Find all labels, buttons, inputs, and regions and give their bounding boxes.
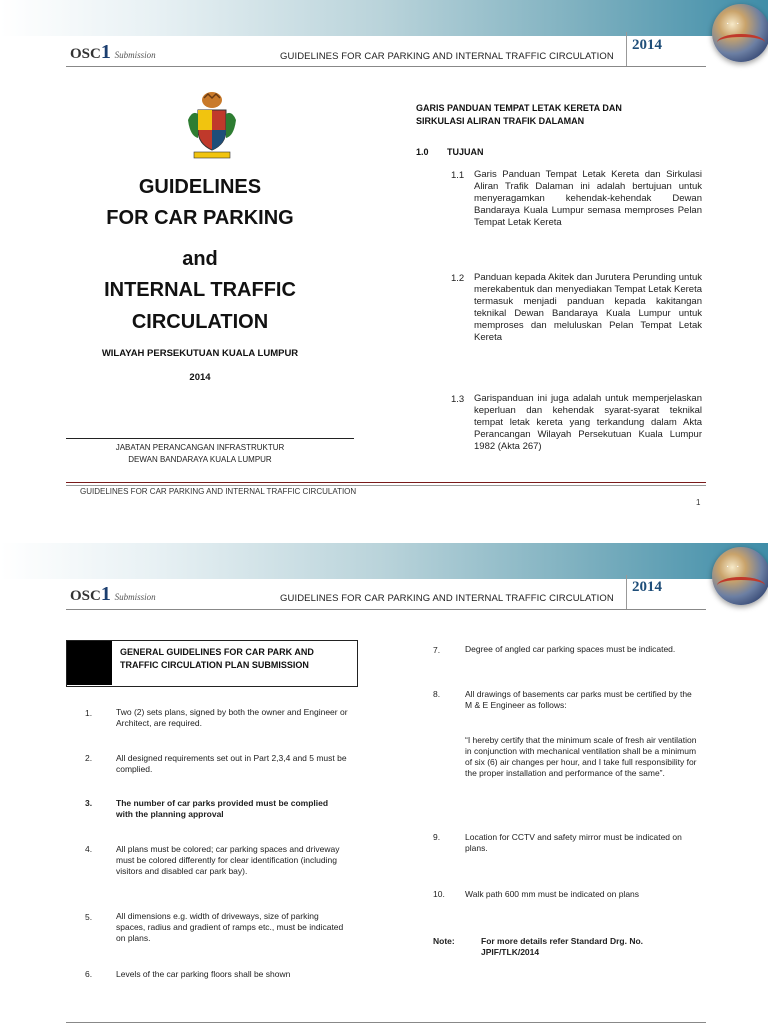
guidelines-heading-line-2: TRAFFIC CIRCULATION PLAN SUBMISSION bbox=[120, 660, 309, 670]
item-number: 1.3 bbox=[451, 394, 465, 405]
item-number: 2. bbox=[85, 753, 93, 763]
note-text: For more details refer Standard Drg. No. JPIF/TLK/2014 bbox=[481, 936, 644, 957]
title-and: and bbox=[182, 248, 218, 270]
section-title: TUJUAN bbox=[447, 147, 484, 157]
page1-footer: GUIDELINES FOR CAR PARKING AND INTERNAL TRAFFIC CIRCULATION bbox=[80, 487, 357, 496]
note-label: Note: bbox=[433, 936, 455, 946]
item-text: Location for CCTV and safety mirror must be indicated on plans. bbox=[465, 832, 682, 853]
header-year: 2014 bbox=[632, 579, 662, 595]
page1-header-banner bbox=[0, 0, 768, 36]
item-number: 1.1 bbox=[451, 170, 465, 181]
item-number: 1. bbox=[85, 708, 93, 718]
subtitle: WILAYAH PERSEKUTUAN KUALA LUMPUR bbox=[101, 348, 299, 359]
item-text: Garis Panduan Tempat Letak Kereta dan Sirkulasi Aliran Trafik Dalaman ini adalah bertujuan untuk menyeragamkan kehendak-kehendak Dewan Bandaraya Kuala Lumpur semasa memproses Pelan Tempat Letak Kereta bbox=[474, 169, 702, 228]
item-text: Garispanduan ini juga adalah untuk memperjelaskan keperluan dan kehendak syarat-syarat teknikal tempat letak kereta yang terkandung dalam Akta Perancangan Wilayah Persekutuan Kuala Lumpur 1982 (Akta 267) bbox=[474, 393, 702, 452]
item-number: 3. bbox=[85, 798, 93, 808]
item-text: All plans must be colored; car parking spaces and driveway must be colored differently for clear identification (including visitors and disabled car park bay). bbox=[116, 844, 340, 876]
item-number: 5. bbox=[85, 912, 93, 922]
subtitle-year: 2014 bbox=[189, 372, 211, 383]
osc-logo: OSC1 Submission bbox=[70, 583, 156, 605]
item-number: 9. bbox=[433, 832, 441, 842]
title-line-2: FOR CAR PARKING bbox=[106, 207, 294, 229]
globe-icon: · · bbox=[712, 4, 768, 62]
item-number: 7. bbox=[433, 645, 441, 655]
item-text: Walk path 600 mm must be indicated on plans bbox=[465, 889, 640, 899]
header-title: GUIDELINES FOR CAR PARKING AND INTERNAL TRAFFIC CIRCULATION bbox=[280, 51, 614, 62]
dept-line-2: DEWAN BANDARAYA KUALA LUMPUR bbox=[128, 455, 272, 464]
item-text: The number of car parks provided must be complied with the planning approval bbox=[116, 798, 329, 819]
item-text: All dimensions e.g. width of driveways, size of parking spaces, radius and gradient of ramps etc., must be indicated on plans. bbox=[116, 911, 344, 943]
section-number: 1.0 bbox=[416, 147, 429, 157]
item-number: 4. bbox=[85, 844, 93, 854]
header-title: GUIDELINES FOR CAR PARKING AND INTERNAL TRAFFIC CIRCULATION bbox=[280, 593, 614, 604]
title-line-3: INTERNAL TRAFFIC bbox=[104, 279, 296, 301]
item-text: Degree of angled car parking spaces must be indicated. bbox=[465, 644, 676, 654]
page2-header-banner bbox=[0, 543, 768, 579]
certification-quote: “I hereby certify that the minimum scale of fresh air ventilation in conjunction with mechanical ventilation shall be a minimum of six (6) air changes per hour, and I take full responsibility for the proper installation and performance of the same”. bbox=[465, 735, 697, 778]
guidelines-heading-line-1: GENERAL GUIDELINES FOR CAR PARK AND bbox=[120, 647, 314, 657]
globe-icon: · · bbox=[712, 547, 768, 605]
right-heading-line-1: GARIS PANDUAN TEMPAT LETAK KERETA DAN bbox=[416, 103, 622, 113]
item-text: Two (2) sets plans, signed by both the owner and Engineer or Architect, are required. bbox=[116, 707, 348, 728]
item-number: 6. bbox=[85, 969, 93, 979]
header-year: 2014 bbox=[632, 37, 662, 53]
item-text: All designed requirements set out in Part 2,3,4 and 5 must be complied. bbox=[116, 753, 347, 774]
crest-logo bbox=[184, 90, 240, 162]
item-text: Levels of the car parking floors shall be shown bbox=[116, 969, 291, 979]
item-number: 8. bbox=[433, 689, 441, 699]
title-line-4: CIRCULATION bbox=[131, 311, 269, 333]
right-heading-line-2: SIRKULASI ALIRAN TRAFIK DALAMAN bbox=[416, 116, 585, 126]
item-text: Panduan kepada Akitek dan Jurutera Perunding untuk merekabentuk dan menyediakan Tempat Letak Kereta termasuk menjadi panduan kepada kakitangan teknikal Dewan Bandaraya Kuala Lumpur untuk memproses dan meluluskan Pelan Tempat Letak Kereta bbox=[474, 272, 702, 343]
item-text: All drawings of basements car parks must be certified by the M & E Engineer as follows: bbox=[465, 689, 692, 710]
dept-line-1: JABATAN PERANCANGAN INFRASTRUKTUR bbox=[115, 443, 285, 452]
page-number: 1 bbox=[696, 498, 701, 507]
osc-logo: OSC1 Submission bbox=[70, 41, 156, 63]
title-line-1: GUIDELINES bbox=[138, 176, 262, 198]
item-number: 1.2 bbox=[451, 273, 465, 284]
item-number: 10. bbox=[433, 889, 445, 899]
